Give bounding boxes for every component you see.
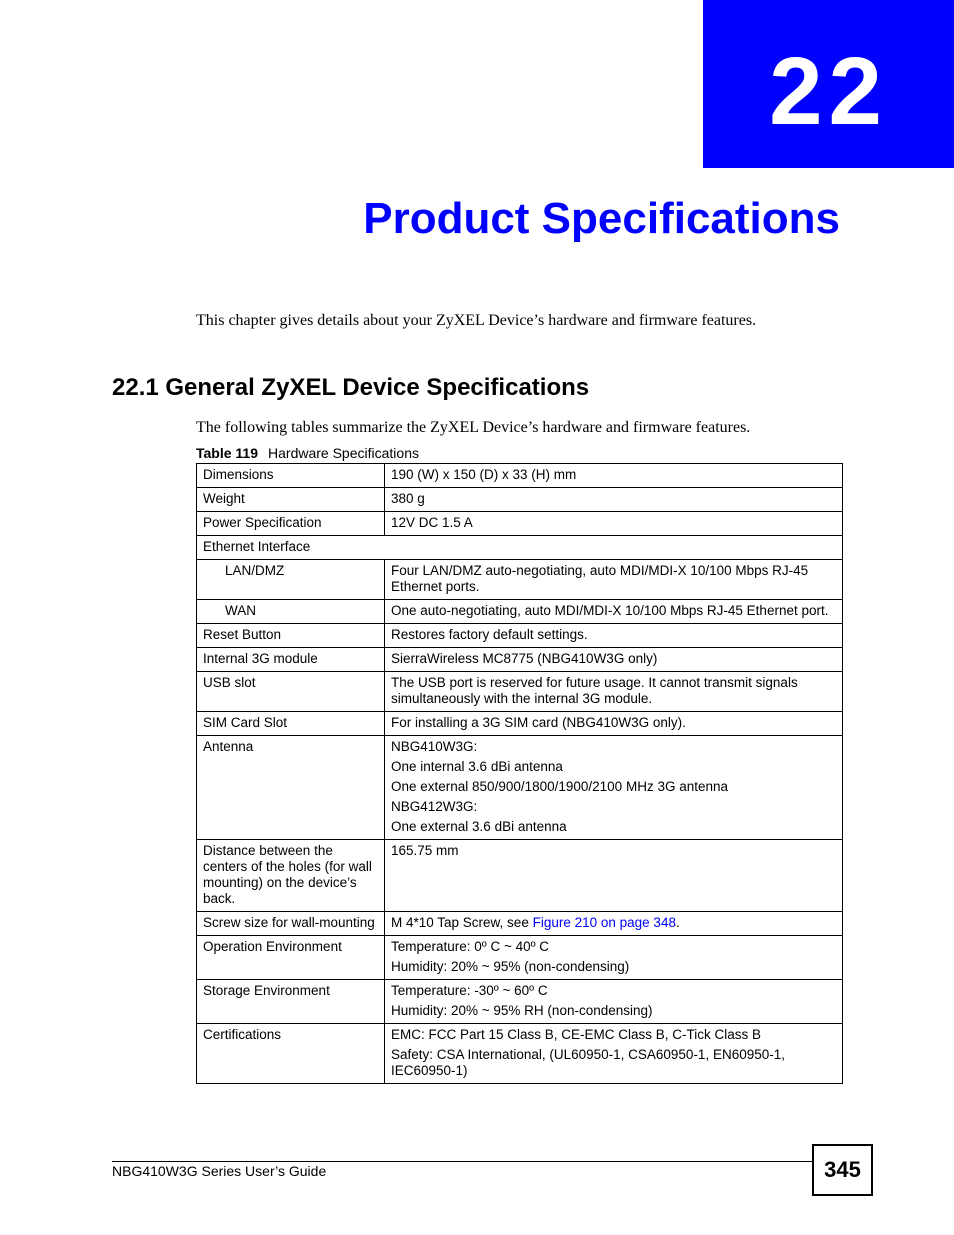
table-row — [197, 980, 843, 1024]
spec-key: SIM Card Slot — [197, 712, 385, 736]
figure-link[interactable]: Figure 210 on page 348 — [532, 915, 676, 930]
chapter-title: Product Specifications — [363, 194, 840, 243]
footer-guide-title: NBG410W3G Series User’s Guide — [112, 1163, 327, 1179]
page-number: 345 — [812, 1144, 873, 1196]
table-row — [197, 464, 843, 488]
spec-value — [385, 936, 843, 980]
chapter-number-box — [703, 0, 954, 168]
spec-line: One external 850/900/1800/1900/2100 MHz 3G antenna — [391, 779, 728, 794]
spec-value: The USB port is reserved for future usage. It cannot transmit signals simultaneously with the internal 3G module. — [385, 672, 843, 712]
spec-key: Screw size for wall-mounting — [197, 912, 385, 936]
spec-line: One internal 3.6 dBi antenna — [391, 759, 563, 774]
table-row — [197, 624, 843, 648]
table-row — [197, 648, 843, 672]
table-row — [197, 672, 843, 712]
spec-key: Dimensions — [197, 464, 385, 488]
section-intro: The following tables summarize the ZyXEL Device’s hardware and firmware features. — [196, 419, 751, 436]
table-row — [197, 1024, 843, 1084]
spec-value: One auto-negotiating, auto MDI/MDI-X 10/100 Mbps RJ-45 Ethernet port. — [385, 600, 843, 624]
spec-key: Internal 3G module — [197, 648, 385, 672]
spec-line: Humidity: 20% ~ 95% RH (non-condensing) — [391, 1003, 653, 1018]
spec-key: Certifications — [197, 1024, 385, 1084]
spec-line: NBG410W3G: — [391, 739, 478, 754]
spec-key: USB slot — [197, 672, 385, 712]
table-caption — [196, 444, 419, 462]
footer-divider — [112, 1161, 812, 1162]
chapter-intro: This chapter gives details about your ZyXEL Device’s hardware and firmware features. — [196, 312, 757, 329]
hardware-specifications-table — [196, 463, 843, 1084]
spec-key: LAN/DMZ — [197, 560, 385, 600]
spec-line: NBG412W3G: — [391, 799, 478, 814]
spec-value — [385, 912, 843, 936]
spec-key: Storage Environment — [197, 980, 385, 1024]
spec-value — [385, 1024, 843, 1084]
spec-line: EMC: FCC Part 15 Class B, CE-EMC Class B, C-Tick Class B — [391, 1027, 762, 1042]
table-row — [197, 936, 843, 980]
table-row — [197, 912, 843, 936]
table-row — [197, 536, 843, 560]
spec-key: Operation Environment — [197, 936, 385, 980]
spec-value: 380 g — [385, 488, 843, 512]
spec-key: Distance between the centers of the holes (for wall mounting) on the device’s back. — [197, 840, 385, 912]
spec-value: 12V DC 1.5 A — [385, 512, 843, 536]
table-row — [197, 560, 843, 600]
spec-line: Humidity: 20% ~ 95% (non-condensing) — [391, 959, 630, 974]
spec-value: 190 (W) x 150 (D) x 33 (H) mm — [385, 464, 843, 488]
table-row — [197, 840, 843, 912]
chapter-number: 22 — [769, 38, 888, 145]
spec-value: Four LAN/DMZ auto-negotiating, auto MDI/MDI-X 10/100 Mbps RJ-45 Ethernet ports. — [385, 560, 843, 600]
spec-value: Restores factory default settings. — [385, 624, 843, 648]
table-caption-title: Hardware Specifications — [268, 445, 419, 461]
spec-key: WAN — [197, 600, 385, 624]
spec-line: One external 3.6 dBi antenna — [391, 819, 567, 834]
spec-key: Weight — [197, 488, 385, 512]
spec-value: SierraWireless MC8775 (NBG410W3G only) — [385, 648, 843, 672]
spec-value-text: M 4*10 Tap Screw, see — [391, 915, 533, 930]
spec-key: Power Specification — [197, 512, 385, 536]
table-row — [197, 600, 843, 624]
spec-line: Temperature: 0º C ~ 40º C — [391, 939, 550, 954]
spec-group-header: Ethernet Interface — [197, 536, 843, 560]
spec-value: 165.75 mm — [385, 840, 843, 912]
table-row — [197, 488, 843, 512]
section-heading: 22.1 General ZyXEL Device Specifications — [112, 374, 590, 401]
table-row — [197, 712, 843, 736]
spec-key: Reset Button — [197, 624, 385, 648]
spec-value: For installing a 3G SIM card (NBG410W3G only). — [385, 712, 843, 736]
spec-key: Antenna — [197, 736, 385, 840]
spec-value-text: . — [675, 915, 680, 930]
table-caption-label: Table 119 — [196, 445, 259, 461]
table-row — [197, 736, 843, 840]
spec-line: Temperature: -30º ~ 60º C — [391, 983, 548, 998]
spec-value — [385, 980, 843, 1024]
table-row — [197, 512, 843, 536]
spec-value — [385, 736, 843, 840]
spec-line: Safety: CSA International, (UL60950-1, CSA60950-1, EN60950-1, IEC60950-1) — [391, 1047, 785, 1078]
